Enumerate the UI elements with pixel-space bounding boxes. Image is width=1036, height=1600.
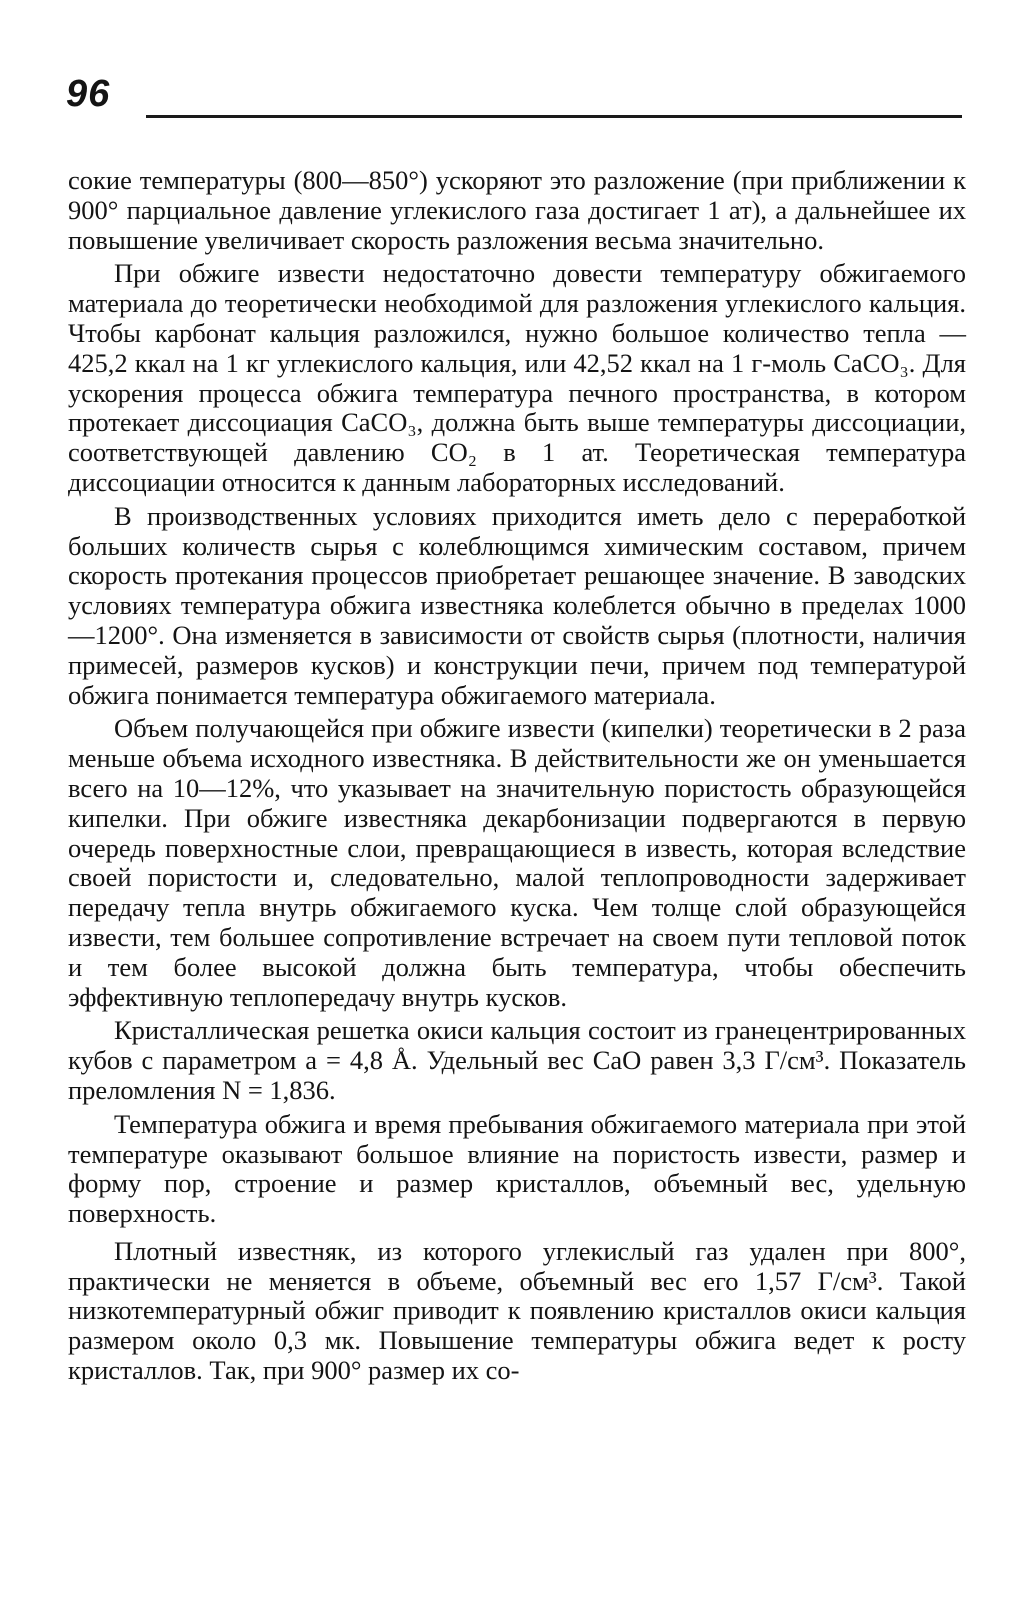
paragraph-lime-burning-heat: При обжиге извести недостаточно довести температуру обжигаемого материала до теоретически необходимой для разложения углекислого кальция. Чтобы карбонат кальция разложился, нужно большое количество тепла — 425,2 ккал на 1 кг углекислого кальция, или 42,52 ккал на 1 г-моль CaCO₃. Для ускорения процесса обжига температура печного пространства, в котором протекает диссоциация CaCO₃, должна быть выше температуры диссоциации, соответствующей давлению CO₂ в 1 ат. Теоретическая температура диссоциации относится к данным лабораторных исследований. [68, 258, 966, 497]
paragraph-crystal-lattice: Кристаллическая решетка окиси кальция состоит из гранецентрированных кубов с параметром a = 4,8 Å. Удельный вес CaO равен 3,3 Г/см³. Показатель преломления N = 1,836. [68, 1015, 966, 1105]
header-rule [146, 115, 962, 118]
paragraph-dense-limestone: Плотный известняк, из которого углекислый газ удален при 800°, практически не меняется в объеме, объемный вес его 1,57 Г/см³. Такой низкотемпературный обжиг приводит к появлению кристаллов окиси кальция размером около 0,3 мк. Повышение температуры обжига ведет к росту кристаллов. Так, при 900° размер их со- [68, 1235, 966, 1386]
page-body [68, 166, 966, 1386]
page-header [66, 72, 962, 122]
paragraph-continuation: сокие температуры (800—850°) ускоряют это разложение (при приближении к 900° парциальное давление углекислого газа достигает 1 ат), а дальнейшее их повышение увеличивает скорость разложения весьма значительно. [68, 165, 966, 255]
paragraph-production-conditions: В производственных условиях приходится иметь дело с переработкой больших количеств сырья с колеблющимся химическим составом, причем скорость протекания процессов приобретает решающее значение. В заводских условиях температура обжига известняка колеблется обычно в пределах 1000—1200°. Она изменяется в зависимости от свойств сырья (плотности, наличия примесей, размеров кусков) и конструкции печи, причем под температурой обжига понимается температура обжигаемого материала. [68, 500, 966, 710]
paragraph-temperature-influence: Температура обжига и время пребывания обжигаемого материала при этой температуре оказывают большое влияние на пористость извести, размер и форму пор, строение и размер кристаллов, объемный вес, удельную поверхность. [68, 1108, 966, 1229]
page-number: 96 [66, 73, 111, 115]
paragraph-volume-porosity: Объем получающейся при обжиге извести (кипелки) теоретически в 2 раза меньше объема исходного известняка. В действительности же он уменьшается всего на 10—12%, что указывает на значительную пористость образующейся кипелки. При обжиге известняка декарбонизации подвергаются в первую очередь поверхностные слои, превращающиеся в известь, которая вследствие своей пористости и, следовательно, малой теплопроводности задерживает передачу тепла внутрь обжигаемого куска. Чем толще слой образующейся извести, тем большее сопротивление встречает на своем пути тепловой поток и тем более высокой должна быть температура, чтобы обеспечить эффективную теплопередачу внутрь кусков. [68, 713, 966, 1012]
